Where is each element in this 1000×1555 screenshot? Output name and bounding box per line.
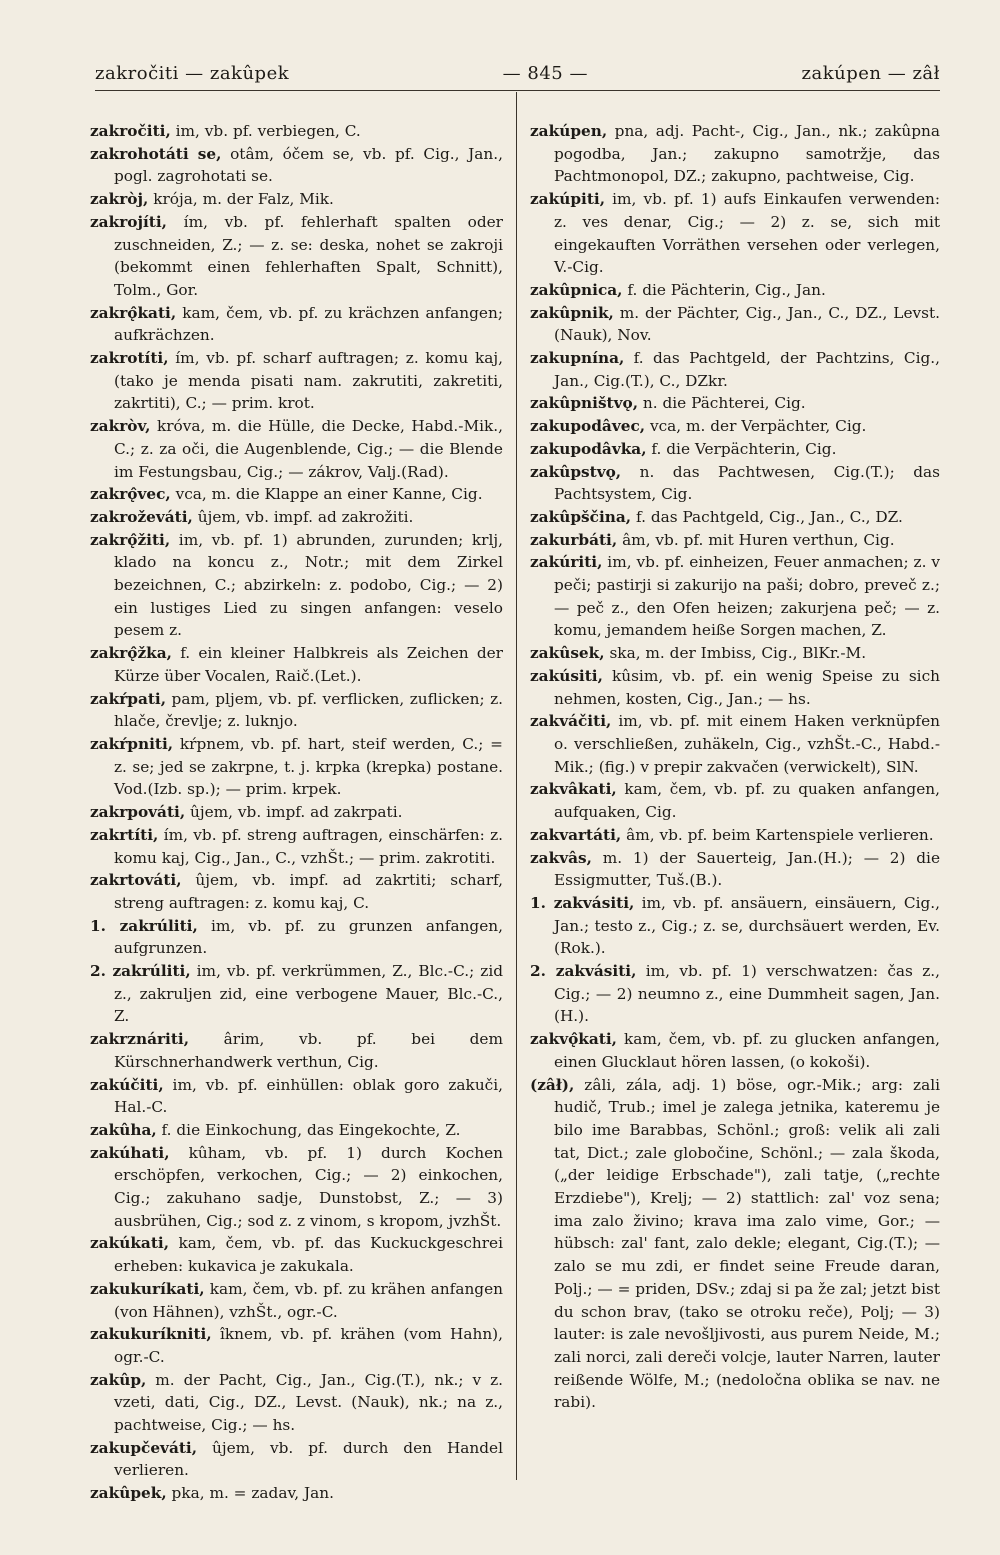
entry-headword: zakúpen, xyxy=(530,122,608,140)
entry-definition: vca, m. der Verpächter, Cig. xyxy=(645,417,867,436)
dictionary-entry xyxy=(90,733,503,801)
dictionary-entry xyxy=(530,551,940,642)
entry-definition: kŕpnem, vb. pf. hart, steif werden, C.; = z. se; jed se zakrpne, t. j. krpka (krepka) postane. Vod.(Izb. sp.); — prim. krpek. xyxy=(114,734,503,799)
entry-definition: kam, čem, vb. pf. zu krähen anfangen (von Hähnen), vzhŠt., ogr.-C. xyxy=(114,1279,503,1321)
dictionary-entry xyxy=(530,188,940,279)
dictionary-entry xyxy=(530,529,940,552)
dictionary-entry xyxy=(90,506,503,529)
entry-definition: îknem, vb. pf. krähen (vom Hahn), ogr.-C. xyxy=(114,1325,503,1366)
entry-definition: âm, vb. pf. mit Huren verthun, Cig. xyxy=(617,530,895,549)
entry-headword: zakrojíti, xyxy=(90,212,168,231)
page-number: — 845 — xyxy=(502,62,588,84)
entry-headword: zakukuríkati, xyxy=(90,1279,205,1298)
entry-headword: zakrǫ̂kati, xyxy=(90,303,177,322)
entry-definition: im, vb. pf. verkrümmen, Z., Blc.-C.; zid z., zakruljen zid, eine verbogene Mauer, Blc.-C., Z. xyxy=(114,962,503,1026)
entry-definition: kam, čem, vb. pf. zu glucken anfangen, einen Glucklaut hören lassen, (o kokoši). xyxy=(554,1030,940,1071)
entry-definition: ûjem, vb. pf. durch den Handel verlieren. xyxy=(114,1438,503,1480)
entry-headword: zakrǫ̂žka, xyxy=(90,644,172,663)
entry-headword: zakûpek, xyxy=(90,1484,167,1503)
entry-definition: f. die Pächterin, Cig., Jan. xyxy=(622,280,826,299)
dictionary-entry xyxy=(90,801,503,824)
dictionary-entry xyxy=(530,778,940,823)
dictionary-entry xyxy=(90,483,503,506)
dictionary-entry xyxy=(90,529,503,643)
entry-definition: âm, vb. pf. beim Kartenspiele verlieren. xyxy=(621,825,934,844)
entry-headword: 1. zakvásiti, xyxy=(530,893,635,912)
entry-definition: ârim, vb. pf. bei dem Kürschnerhandwerk verthun, Cig. xyxy=(114,1030,503,1071)
dictionary-entry xyxy=(530,665,940,710)
entry-headword: zakroževáti, xyxy=(90,507,193,526)
entry-headword: zakrznáriti, xyxy=(90,1030,190,1049)
entry-definition: im, vb. pf. ansäuern, einsäuern, Cig., Jan.; testo z., Cig.; z. se, durchsäuert werden, Ev.(Rok.). xyxy=(554,893,941,958)
dictionary-entry xyxy=(530,642,940,665)
dictionary-entry xyxy=(530,506,940,529)
dictionary-entry xyxy=(530,438,940,461)
dictionary-entry xyxy=(90,1482,503,1505)
entry-definition: im, vb. pf. mit einem Haken verknüpfen o. verschließen, zuhäkeln, Cig., vzhŠt.-C., Habd.-Mik.; (fig.) v prepir zakvačen (verwickelt), SlN. xyxy=(554,712,940,776)
dictionary-entry xyxy=(90,960,503,1028)
entry-headword: zakúčiti, xyxy=(90,1075,164,1094)
entry-definition: m. 1) der Sauerteig, Jan.(H.); — 2) die Essigmutter, Tuš.(B.). xyxy=(554,848,940,890)
entry-definition: n. das Pachtwesen, Cig.(T.); das Pachtsystem, Cig. xyxy=(554,462,940,504)
entry-headword: zakròv, xyxy=(90,417,151,436)
column-divider xyxy=(516,92,517,1480)
dictionary-entry xyxy=(530,710,940,778)
dictionary-entry xyxy=(90,143,503,188)
dictionary-entry xyxy=(90,824,503,869)
entry-headword: zakûpnik, xyxy=(530,303,614,322)
header-right-guideword: zakúpen — zâł xyxy=(801,62,940,84)
entry-definition: im, vb. pf. 1) aufs Einkaufen verwenden: z. ves denar, Cig.; — 2) z. se, sich mit eingekauften Vorräthen versehen oder verlegen, V.-Cig. xyxy=(554,190,940,277)
dictionary-entry xyxy=(530,892,940,960)
dictionary-entry xyxy=(90,1278,503,1323)
entry-headword: zakupodâvec, xyxy=(530,417,646,436)
dictionary-entry xyxy=(90,188,503,211)
entry-headword: zakûpnica, xyxy=(530,280,623,299)
dictionary-entry xyxy=(530,824,940,847)
entry-headword: zakupnína, xyxy=(530,349,625,368)
entry-definition: im, vb. pf. einhüllen: oblak goro zakuči, Hal.-C. xyxy=(114,1075,503,1117)
dictionary-entry xyxy=(90,120,503,143)
entry-headword: zakûha, xyxy=(90,1120,157,1139)
entry-definition: ûjem, vb. impf. ad zakrtiti; scharf, streng auftragen: z. komu kaj, C. xyxy=(114,871,503,912)
dictionary-entry xyxy=(530,1028,940,1073)
entry-headword: zakváčiti, xyxy=(530,712,612,731)
entry-headword: zakrǫ̂vec, xyxy=(90,485,171,504)
dictionary-entry xyxy=(530,847,940,892)
entry-headword: zakrpováti, xyxy=(90,803,186,822)
entry-definition: krója, m. der Falz, Mik. xyxy=(148,190,334,209)
dictionary-entry xyxy=(90,642,503,687)
entry-definition: ím, vb. pf. streng auftragen, einschärfen: z. komu kaj, Cig., Jan., C., vzhŠt.; — prim. zakrotiti. xyxy=(114,825,503,867)
entry-definition: kûham, vb. pf. 1) durch Kochen erschöpfen, verkochen, Cig.; — 2) einkochen, Cig.; zakuhano sadje, Dunstobst, Z.; — 3) ausbrühen, Cig.; sod z. z vinom, s kropom, jvzhŠt. xyxy=(114,1143,503,1230)
entry-definition: vca, m. die Klappe an einer Kanne, Cig. xyxy=(170,485,483,504)
page-header xyxy=(95,58,940,88)
entry-definition: m. der Pächter, Cig., Jan., C., DZ., Levst.(Nauk), Nov. xyxy=(554,303,940,345)
entry-definition: ûjem, vb. impf. ad zakrožiti. xyxy=(192,507,414,526)
entry-definition: m. der Pacht, Cig., Jan., Cig.(T.), nk.; v z. vzeti, dati, Cig., DZ., Levst. (Nauk), nk.; na z., pachtweise, Cig.; — hs. xyxy=(114,1370,503,1435)
dictionary-entry xyxy=(90,415,503,483)
entry-headword: zakrohotáti se, xyxy=(90,144,222,163)
header-rule xyxy=(95,90,940,91)
entry-headword: zakvartáti, xyxy=(530,825,622,844)
dictionary-entry xyxy=(90,1369,503,1437)
dictionary-entry xyxy=(530,461,940,506)
dictionary-entry xyxy=(530,392,940,415)
entry-definition: kam, čem, vb. pf. zu quaken anfangen, aufquaken, Cig. xyxy=(554,780,940,822)
entry-headword: 2. zakvásiti, xyxy=(530,962,637,981)
dictionary-entry xyxy=(530,415,940,438)
dictionary-entry xyxy=(90,347,503,415)
dictionary-entry xyxy=(90,1232,503,1277)
entry-headword: zakukuríkniti, xyxy=(90,1325,212,1344)
entry-headword: zakûpništvǫ, xyxy=(530,394,639,413)
entry-definition: pka, m. = zadav, Jan. xyxy=(166,1484,334,1503)
entry-definition: otâm, óčem se, vb. pf. Cig., Jan., pogl. zagrohotati se. xyxy=(114,144,503,186)
entry-headword: zakŕpati, xyxy=(90,689,167,708)
entry-headword: zakurbáti, xyxy=(530,530,618,549)
entry-definition: im, vb. pf. 1) verschwatzen: čas z., Cig.; — 2) neumno z., eine Dummheit sagen, Jan.(H.). xyxy=(554,962,941,1026)
dictionary-entry xyxy=(90,1028,503,1073)
entry-headword: zakúhati, xyxy=(90,1143,170,1162)
entry-headword: zakròj, xyxy=(90,190,149,209)
entry-definition: kam, čem, vb. pf. das Kuckuckgeschrei erheben: kukavica je zakukala. xyxy=(114,1234,503,1276)
entry-headword: zakrtováti, xyxy=(90,871,182,890)
entry-headword: zakŕpniti, xyxy=(90,734,174,753)
entry-definition: f. das Pachtgeld, der Pachtzins, Cig., Jan., Cig.(T.), C., DZkr. xyxy=(554,349,940,390)
entry-headword: zakupčeváti, xyxy=(90,1438,198,1457)
entry-headword: zakûsek, xyxy=(530,644,605,663)
dictionary-entry xyxy=(90,869,503,914)
left-column xyxy=(90,120,503,1505)
entry-definition: f. die Verpächterin, Cig. xyxy=(646,439,837,458)
entry-definition: im, vb. pf. 1) abrunden, zurunden; krlj, klado na koncu z., Notr.; mit dem Zirkel bezeichnen, C.; abzirkeln: z. podobo, Cig.; — 2) ein lustiges Lied zu singen anfangen: veselo pesem z. xyxy=(114,530,503,640)
entry-definition: f. die Einkochung, das Eingekochte, Z. xyxy=(156,1120,461,1139)
dictionary-entry xyxy=(90,302,503,347)
dictionary-entry xyxy=(530,279,940,302)
dictionary-entry xyxy=(90,915,503,960)
entry-definition: zâli, zála, adj. 1) böse, ogr.-Mik.; arg: zali hudič, Trub.; imel je zalega jetnika, kateremu je bilo ime Barabbas, Schönl.; groß: velik ali zali tat, Dict.; zale globočine, Schönl.; — zala škoda, („der leidige Erbschade"), zali tatje, („rechte Erzdiebe"), Krelj; — 2) stattlich: zal' voz sena; ima zalo živino; krava ima zalo vime, Gor.; — hübsch: zal' fant, zalo dekle; elegant, Cig.(T.); — zalo se mu zdi, er findet seine Freude daran, Polj.; — = priden, DSv.; zdaj si pa že zal; jetzt bist du schon brav, (tako se otroku reče), Polj; — 3) lauter: is zale nevošljivosti, aus purem Neide, M.; zali norci, zali dereči volcje, lauter Narren, lauter reißende Wölfe, M.; (nedoločna oblika se nav. ne rabi). xyxy=(554,1075,940,1412)
entry-definition: f. ein kleiner Halbkreis als Zeichen der Kürze über Vocalen, Raič.(Let.). xyxy=(114,644,503,685)
dictionary-entry xyxy=(90,1074,503,1119)
entry-headword: zakrotíti, xyxy=(90,349,169,368)
entry-headword: 2. zakrúliti, xyxy=(90,962,191,981)
entry-headword: zakúriti, xyxy=(530,553,603,572)
entry-headword: zakrǫ̂žiti, xyxy=(90,530,171,549)
entry-definition: pna, adj. Pacht-, Cig., Jan., nk.; zakûpna pogodba, Jan.; zakupno samotržje, das Pachtmonopol, DZ.; zakupno, pachtweise, Cig. xyxy=(554,122,940,186)
entry-headword: zakročiti, xyxy=(90,122,171,140)
dictionary-entry xyxy=(530,1074,940,1415)
entry-definition: ím, vb. pf. scharf auftragen; z. komu kaj, (tako je menda pisati nam. zakrutiti, zakretiti, zakrtiti), C.; — prim. krot. xyxy=(114,349,503,413)
entry-definition: pam, pljem, vb. pf. verflicken, zuflicken; z. hlače, črevlje; z. luknjo. xyxy=(114,689,503,731)
entry-definition: f. das Pachtgeld, Cig., Jan., C., DZ. xyxy=(631,507,903,526)
entry-headword: (zâł), xyxy=(530,1075,575,1094)
entry-definition: im, vb. pf. einheizen, Feuer anmachen; z. v peči; pastirji si zakurijo na paši; dobro, preveč z.; — peč z., den Ofen heizen; zakurjena peč; — z. komu, jemandem heiße Sorgen machen, Z. xyxy=(554,553,940,640)
entry-headword: zakvâs, xyxy=(530,848,592,867)
entry-definition: im, vb. pf. zu grunzen anfangen, aufgrunzen. xyxy=(114,916,503,958)
dictionary-entry xyxy=(90,1142,503,1233)
entry-definition: n. die Pächterei, Cig. xyxy=(638,394,806,413)
entry-headword: zakûpstvǫ, xyxy=(530,462,622,481)
entry-definition: króva, m. die Hülle, die Decke, Habd.-Mik., C.; z. za oči, die Augenblende, Cig.; — die Blende im Festungsbau, Cig.; — zákrov, Valj.(Rad). xyxy=(114,417,503,481)
right-column xyxy=(530,120,940,1414)
entry-headword: zakúsiti, xyxy=(530,666,603,685)
entry-definition: kam, čem, vb. pf. zu krächzen anfangen; aufkrächzen. xyxy=(114,303,503,345)
entry-headword: 1. zakrúliti, xyxy=(90,916,198,935)
entry-headword: zakûpščina, xyxy=(530,507,632,526)
dictionary-entry xyxy=(530,302,940,347)
entry-definition: kûsim, vb. pf. ein wenig Speise zu sich nehmen, kosten, Cig., Jan.; — hs. xyxy=(554,666,940,708)
entry-definition: ím, vb. pf. fehlerhaft spalten oder zuschneiden, Z.; — z. se: deska, nohet se zakroji (bekommt einen fehlerhaften Spalt, Schnitt), Tolm., Gor. xyxy=(114,212,503,299)
dictionary-entry xyxy=(90,688,503,733)
entry-definition: im, vb. pf. verbiegen, C. xyxy=(170,122,361,140)
entry-headword: zakvâkati, xyxy=(530,780,617,799)
entry-headword: zakvǫ̂kati, xyxy=(530,1030,618,1049)
entry-definition: ska, m. der Imbiss, Cig., BlKr.-M. xyxy=(604,644,867,663)
dictionary-entry xyxy=(90,1323,503,1368)
dictionary-entry xyxy=(90,1437,503,1482)
entry-headword: zakûp, xyxy=(90,1370,147,1389)
entry-headword: zakrtíti, xyxy=(90,825,159,844)
dictionary-entry xyxy=(530,960,940,1028)
header-left-guideword: zakročiti — zakûpek xyxy=(95,62,290,84)
entry-headword: zakúpiti, xyxy=(530,190,606,209)
entry-headword: zakupodâvka, xyxy=(530,439,647,458)
dictionary-entry xyxy=(530,347,940,392)
dictionary-entry xyxy=(90,211,503,302)
dictionary-entry xyxy=(90,1119,503,1142)
entry-headword: zakúkati, xyxy=(90,1234,170,1253)
entry-definition: ûjem, vb. impf. ad zakrpati. xyxy=(185,803,403,822)
dictionary-entry xyxy=(530,120,940,188)
